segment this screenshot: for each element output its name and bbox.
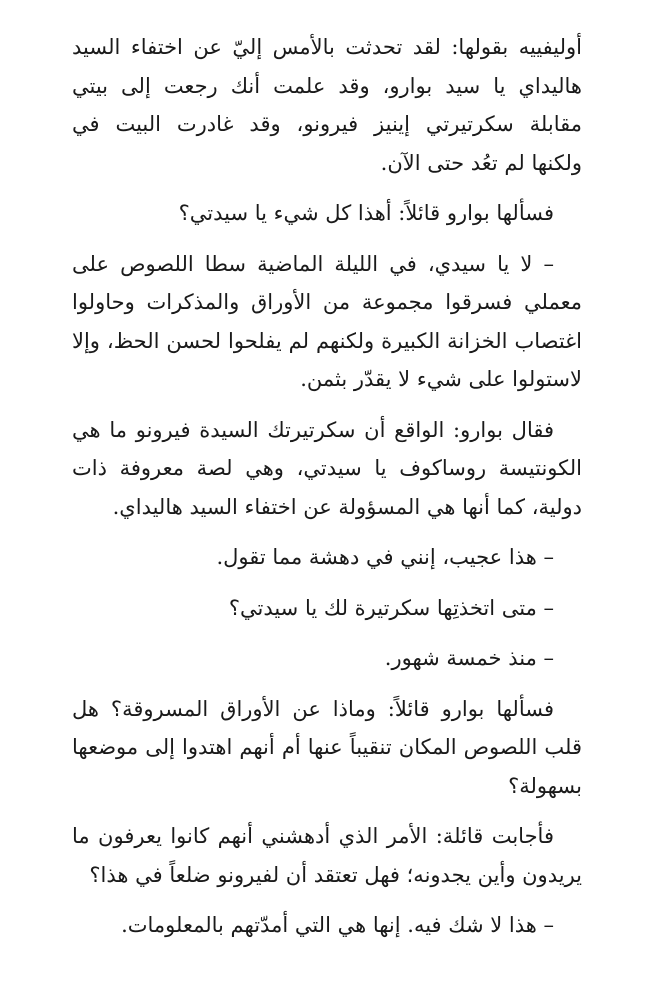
text-line: بسهولة؟: [508, 773, 582, 798]
book-page: [72, 28, 582, 957]
paragraph-4: [72, 411, 582, 527]
text-line: هاليداي يا سيد بوارو، وقد علمت أنك رجعت إلى بيتي: [72, 73, 582, 98]
text-line: مقابلة سكرتيرتي إينيز فيرونو، وقد غادرت البيت في: [72, 112, 582, 136]
text-line: – متى اتخذتِها سكرتيرة لك يا سيدتي؟: [228, 595, 554, 620]
text-line: فقال بوارو: الواقع أن سكرتيرتك السيدة فيرونو ما هي: [72, 417, 554, 442]
paragraph-1: [72, 28, 582, 182]
paragraph-3: [72, 245, 582, 399]
paragraph-8: [72, 690, 582, 806]
text-line: – هذا عجيب، إنني في دهشة مما تقول.: [216, 545, 554, 569]
text-line: دولية، كما أنها هي المسؤولة عن اختفاء السيد هاليداي.: [112, 494, 582, 519]
text-line: – هذا لا شك فيه. إنها هي التي أمدّتهم بالمعلومات.: [121, 913, 554, 937]
paragraph-9: [72, 817, 582, 894]
text-line: أوليفييه بقولها: لقد تحدثت بالأمس إليّ عن اختفاء السيد: [72, 35, 582, 59]
paragraph-6: [72, 589, 582, 628]
text-line: لاستولوا على شيء لا يقدّر بثمن.: [300, 367, 582, 391]
text-line: فسألها بوارو قائلاً: وماذا عن الأوراق المسروقة؟ هل: [72, 696, 554, 721]
paragraph-7: [72, 639, 582, 678]
text-line: قلب اللصوص المكان تنقيباً عنها أم أنهم اهتدوا إلى موضعها: [72, 735, 582, 759]
paragraph-10: [72, 906, 582, 945]
text-line: فسألها بوارو قائلاً: أهذا كل شيء يا سيدتي؟: [178, 201, 554, 225]
paragraph-5: [72, 538, 582, 577]
text-line: – لا يا سيدي، في الليلة الماضية سطا اللصوص على: [72, 251, 554, 276]
text-line: – منذ خمسة شهور.: [384, 646, 554, 670]
text-line: ولكنها لم تعُد حتى الآن.: [380, 150, 582, 175]
text-line: معملي فسرقوا مجموعة من الأوراق والمذكرات وحاولوا: [72, 290, 582, 314]
text-line: الكونتيسة روساكوف يا سيدتي، وهي لصة معروفة ذات: [72, 456, 582, 480]
text-line: يريدون وأين يجدونه؛ فهل تعتقد أن لفيرونو ضلعاً في هذا؟: [89, 862, 582, 887]
paragraph-2: [72, 194, 582, 233]
text-line: اغتصاب الخزانة الكبيرة ولكنهم لم يفلحوا لحسن الحظ، وإلا: [72, 328, 582, 353]
text-line: فأجابت قائلة: الأمر الذي أدهشني أنهم كانوا يعرفون ما: [72, 824, 554, 848]
